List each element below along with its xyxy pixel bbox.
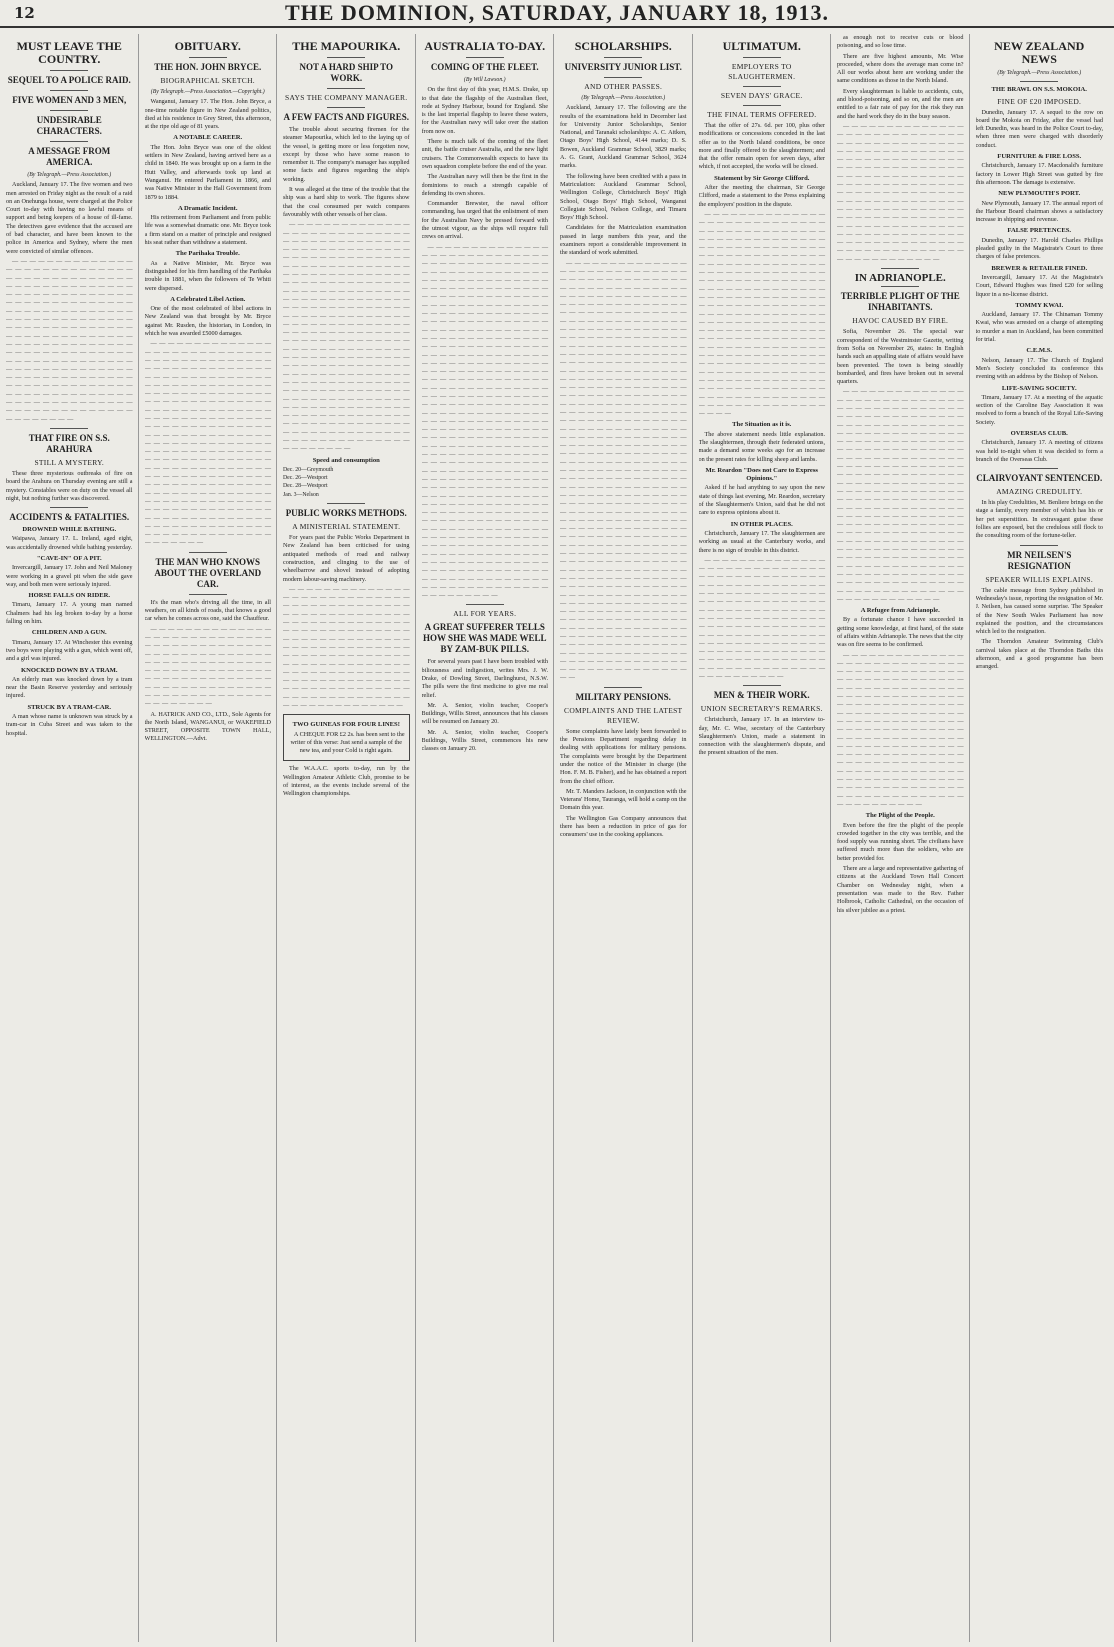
article-paragraph: There are a large and representative gathering of citizens at the Auckland Town Hall Concert Chamber on Wednesday night, when a presentation was made to the Rev. Father Holbrook, Catholic Cathedral, on the occasion of his silver jubilee as a priest. — [837, 865, 964, 914]
article-paragraph: — — — — — — — — — — — — — — — — — — — — — — — — — — — — — — — — — — — — — — — — — — — — — — — — — — — — — — — — — — — — — — — — — — — — — — — — — — — — — — — — — — — — — — — — — — — — — — — — — — — — — — — — — — — — — — — — — — — — — — — — — — — — — — — — — — — — — — — — — — — — — — — — — — — — — — — — — — — — — — — — — — — — — — — — — — — — — — — — — — — — — — — — — — — — — — — — — — — — — — — — — — — — — — — — — — — — — — — — — — — — — — — — — — — — — — — — — — — — — — — — — — — — — — — — — — — — — — — — — — — — — — — — — — — — — — — — — — — — — — — — — — — — — — — — — — — — — — — — — — — — — — — — — — — — — — — — — — — — — — — — — — — — — — — — — — — — — — — — — — — — — — — — — — — — — — — — — — — — — — — — — — — — — — — — — — — — — — — — — — — — — — — — — — — — — — — — — — — — — — — — — — — — — — — — — — — — — — — — — — — — — — — — — — — — — — — — — — — — — — — — — — — — — — — — — — — — — — — — — — — — — — — — — — — — — — — — — — — — — — — — — — — — — — — — — — — — — — — — — — — — — — — — — — — — — — — — — — — — — — — — — — — — — — — — — — — — — — — — — — — — — — — — — — — — — — — — — — — — — — — — — — — — — — — — — — — — — — — — — — — — — — — — — — — — — — — — — — — — — — — — — — — — — — — — — — — — — — — — — — — — — — — — — — — — — — — — — — — — — — — — — — — — — — — — — — — — — — — — — — — — — — — — — — — — — — — — — — — — — — — — — — — — — — — — — — — — — — — — — — — — — — — [560, 259, 687, 682]
byline: (By Telegraph.—Press Association.—Copyright.) — [150, 89, 265, 95]
article-paragraph: As a Native Minister, Mr. Bryce was distinguished for his firm handling of the Parihaka trouble in 1881, when the followers of Te Whiti were dispersed. — [144, 259, 271, 292]
article-paragraph: Waipawa, January 17. L. Ireland, aged eight, was accidentally drowned while bathing yesterday. — [6, 535, 133, 551]
section-heading: CHILDREN AND A GUN. — [31, 629, 107, 637]
article-paragraph: An elderly man was knocked down by a tram near the Basin Reserve yesterday and seriously injured. — [6, 675, 133, 700]
divider — [604, 77, 642, 78]
ad-heading: TWO GUINEAS FOR FOUR LINES! — [292, 721, 400, 729]
column-4 — [422, 34, 555, 1642]
section-heading: HORSE FALLS ON RIDER. — [28, 592, 111, 600]
divider — [327, 88, 365, 89]
headline: CLAIRVOYANT SENTENCED. — [976, 473, 1103, 484]
article-paragraph: — — — — — — — — — — — — — — — — — — — — — — — — — — — — — — — — — — — — — — — — — — — — — — — — — — — — — — — — — — — — — — — — — — — — — — — — — — — — — — — — — — — — — — — — — — — — — — — — — — — — — — — — — — — — — — — — — — — — — — — — — — — — — — — — — — — — — — — [144, 625, 271, 708]
subheadline: FIVE WOMEN AND 3 MEN, — [12, 95, 127, 105]
article-paragraph: Timaru, January 17. At Winchester this evening two boys were playing with a gun, which went off, and a girl was injured. — [6, 638, 133, 663]
divider — [466, 604, 504, 605]
article-paragraph: On the first day of this year, H.M.S. Drake, up to that date the flagship of the Australian fleet, rode at Sydney Harbour, bound for England. She is the last imperial flagship to leave these waters, for the Australian navy will take over the station from now on. — [421, 86, 548, 135]
article-paragraph: Candidates for the Matriculation examination passed in large numbers this year, and the examiners report a considerable improvement in the standard of work submitted. — [560, 224, 687, 257]
divider — [881, 268, 919, 269]
subheadline: UNION SECRETARY'S REMARKS. — [700, 704, 823, 714]
subheadline: SEVEN DAYS' GRACE. — [720, 91, 803, 100]
subheadline: UNIVERSITY JUNIOR LIST. — [564, 62, 682, 72]
section-heading: THE BRAWL ON S.S. MOKOIA. — [991, 86, 1087, 94]
article-paragraph: Invercargill, January 17. John and Neil Maloney were working in a gravel pit when the side gave way, and both men were seriously injured. — [6, 564, 133, 588]
divider — [743, 57, 781, 58]
byline: (By Telegraph.—Press Association.) — [997, 70, 1082, 76]
table-row — [283, 474, 410, 482]
section-heading: A Refugee from Adrianople. — [860, 607, 940, 615]
divider — [189, 594, 227, 595]
section-heading: The Situation as it is. — [732, 421, 792, 429]
article-paragraph: — — — — — — — — — — — — — — — — — — — — — — — — — — — — — — — — — — — — — — — — — — — — — — — — — — — — — — — — — — — — — — — — — — — — — — — — — — — — — — — — — — — — — — — — — — — — — — — — — — — — — — — — — — — — — — — — — — — — — — — — — — — — — — — — — — — — — — — — — — — — — — — — — — — — — — — — — — — — — — — — — — — — — — — — — — — — — — — — — — — — — — — — — — — — — — — — — — — — — — — — — — — — — — — [698, 556, 825, 680]
article-paragraph: The Australian navy will then be the first in the dominions to reach a strength capable of defending its own shores. — [421, 173, 548, 197]
byline: (By Will Lawson.) — [463, 77, 506, 83]
article-paragraph: Mr. T. Manders Jackson, in conjunction with the Veterans' Home, Tauranga, will hold a camp on the Domain this year. — [560, 787, 687, 812]
subheadline: A MINISTERIAL STATEMENT. — [292, 522, 401, 532]
divider — [189, 552, 227, 553]
divider — [50, 110, 88, 111]
divider — [50, 507, 88, 508]
section-heading: BREWER & RETAILER FINED. — [991, 264, 1088, 272]
section-heading: STRUCK BY A TRAM-CAR. — [27, 703, 112, 711]
section-heading: Statement by Sir George Clifford. — [714, 174, 810, 182]
article-paragraph: There are five highest amounts, Mr. Wise proceeded, where does the average man come in? All our works about here are working under the same conditions as those in the North Island. — [837, 52, 964, 85]
divider — [50, 428, 88, 429]
subheadline: BIOGRAPHICAL SKETCH. — [160, 76, 255, 85]
column-7 — [837, 34, 970, 1642]
headline: THE MAN WHO KNOWS ABOUT THE OVERLAND CAR. — [154, 556, 262, 589]
article-paragraph: New Plymouth, January 17. The annual report of the Harbour Board chairman shows a satisfactory increase in shipping and revenue. — [975, 199, 1103, 224]
table-row — [283, 482, 410, 490]
divider — [1020, 81, 1058, 82]
article-paragraph: The following have been credited with a pass in Matriculation: Auckland Grammar School, Wellington College, Christchurch Boys' High School, Otago Boys' High School, Wanganui Collegiate School, Nelson College, and Timaru Boys' High School. — [560, 172, 687, 222]
divider — [189, 57, 227, 58]
headline: MILITARY PENSIONS. — [575, 691, 671, 702]
article-paragraph: Dunedin, January 17. A sequel to the row on board the Mokoia on Friday, after the vessel had left Dunedin, was heard in the Police Court to-day, when three men were charged with disorderly conduct. — [975, 108, 1103, 149]
column-1 — [6, 34, 139, 1642]
headline: SCHOLARSHIPS. — [574, 39, 672, 53]
column-2 — [145, 34, 278, 1642]
article-paragraph: The Hon. John Bryce was one of the oldest settlers in New Zealand, having arrived here as a child in 1840. He was brought up on a farm in the Hutt Valley, and afterwards took up land at Wanganui. He entered Parliament in 1866, and was Native Minister in the Hall Government from 1879 to 1884. — [144, 143, 271, 201]
column-6 — [699, 34, 832, 1642]
article-paragraph: The Wellington Gas Company announces that there has been a reduction in price of gas for consumers' use in the cooking appliances. — [560, 814, 687, 839]
section-heading: "CAVE-IN" OF A PIT. — [36, 554, 102, 562]
divider — [327, 57, 365, 58]
byline: (By Telegraph.—Press Association.) — [581, 95, 666, 101]
divider — [881, 286, 919, 287]
article-paragraph: — — — — — — — — — — — — — — — — — — — — — — — — — — — — — — — — — — — — — — — — — — — — — — — — — — — — — — — — — — — — — — — — — — — — — — — — — — — — — — — — — — — — — — — — — — — — — — — — — — — — — — — — — — — — — — — — — — — — — — — — — — — — — — — — — — — — — — — — — — — — — — — — — — — — — — — — — — — — — — — — — — — — — — — — — — — — — — — — — — — — — — — — — — — — — — — — — — — — — — — — — — — — — — — — — — — — — — — — — — — — — — — — — — — — — — — — — — — — — — — — — — — — — — — — — — — — — — — — — — — — — — — — — — — — — — — — — — — — — — — — — — — — — — — — — — — — — — — — — — — — — — — — — — — — — — — — — — — — — — — — — — — — — — — — — — — — — — — — — — — — — — — — [144, 340, 271, 547]
article-paragraph: — — — — — — — — — — — — — — — — — — — — — — — — — — — — — — — — — — — — — — — — — — — — — — — — — — — — — — — — — — — — — — — — — — — — — — — — — — — — — — — — — — — — — — — — — — — — — — — — — — — — — — — — — — — — — — — — — — — — — — — — — — — — — — — — — — — — — — — — — — — — — — — — — — — — — — — — — — — — — — — — — — — — — — — — — — — — — — — — — — — — — — — — — — — — — — — — — — — — — — — — — — — — — — — — — — — — — — — — — — — — — — — — — — — — — — — — — — — — — — — — — — — — — — — — — — — — — — — — — — — — — — — — — — — — — — — — — — — — — — — — — — — — — — — — — — — — — — — — — — — — — — — — — — — — — — — — — — — — — — — — — — — — — — — — — — — — — — — — — — — — — — — — — — — — — — — — — — — — — — — — — — — — — — — — — — — — — — — — — — — — — — — — — — — [283, 221, 410, 453]
subheadline: THE HON. JOHN BRYCE. — [154, 62, 262, 72]
article-paragraph: Nelson, January 17. The Church of England Men's Society concluded its conference this evening with an address by the Bishop of Nelson. — [975, 356, 1103, 381]
section-heading: A NOTABLE CAREER. — [173, 134, 243, 142]
article-paragraph: In his play Credulities, M. Benliere brings on the stage a family, every member of which has his or her pet superstition. In extravagant guise these follies are exposed, but the credulous still flock to the consulting room of the fortune-teller. — [975, 499, 1103, 540]
article-paragraph: Auckland, January 17. The following are the results of the examinations held in December last for University Junior Scholarships, Senior National, and Taranaki scholarships: A. C. Aitken, Otago Boys' High School, 4144 marks; D. S. Bowen, Auckland Grammar School, 3829 marks; A. G. Grant, Auckland Grammar School, 3624 marks. — [560, 104, 687, 170]
section-heading: FURNITURE & FIRE LOSS. — [997, 153, 1082, 161]
article-paragraph: The above statement needs little explanation. The slaughtermen, through their federated unions, made a demand some weeks ago for an increase on the present rates for killing sheep and lambs. — [698, 430, 825, 463]
article-paragraph: Sofia, November 26. The special war correspondent of the Westminster Gazette, writing from Sofia on November 26, states: In English hands such an appalling state of affairs would have been prevented. The town is being steadily bombarded, and fires have broken out in several quarters. — [837, 328, 964, 386]
headline: A GREAT SUFFERER TELLS HOW SHE WAS MADE WELL BY ZAM-BUK PILLS. — [422, 622, 547, 655]
newspaper-columns — [6, 34, 1108, 1642]
section-heading: FALSE PRETENCES. — [1007, 227, 1072, 235]
article-paragraph: The cable message from Sydney published in Wednesday's issue, reporting the resignation of Mr. J. Neilsen, has caused some surprise. The Speaker of the New South Wales Parliament has now explained the position, and the circumstances which led to the resignation. — [975, 586, 1103, 636]
subheadline: UNDESIRABLE CHARACTERS. — [36, 115, 102, 136]
article-paragraph: For several years past I have been troubled with biliousness and indigestion, writes Mrs. J. W. Drake, of Dowling Street, Darlinghurst, N.S.W. The pills were the first medicine to give me real relief. — [421, 658, 548, 699]
article-paragraph: Some complaints have lately been forwarded to the Pensions Department regarding delay in dealing with applications for military pensions. The complaints were brought by the Department under the notice of the Minister in charge (the Hon. F. M. B. Fisher), and he has obtained a report from the chief officer. — [560, 727, 687, 785]
section-heading: Mr. Reardon "Does not Care to Express Opinions." — [705, 466, 818, 483]
table-row — [283, 491, 410, 499]
article-paragraph: Christchurch, January 17. A meeting of citizens was held to-night when it was decided to form a branch of the Overseas Club. — [975, 439, 1103, 463]
divider — [604, 687, 642, 688]
section-heading: KNOCKED DOWN BY A TRAM. — [20, 666, 118, 674]
article-paragraph: The Thorndon Amateur Swimming Club's carnival takes place at the Thorndon Baths this afternoon, and a good programme has been arranged. — [975, 638, 1103, 671]
newspaper-title: THE DOMINION, SATURDAY, JANUARY 18, 1913. — [284, 0, 830, 25]
article-paragraph: Asked if he had anything to say upon the new state of things last evening, Mr. Reardon, secretary of the Slaughtermen's Union, said that he did not care to express opinions about it. — [698, 484, 825, 517]
divider — [743, 105, 781, 106]
article-paragraph: By a fortunate chance I have succeeded in getting some knowledge, at first hand, of the state of affairs within Adrianople. The news that the city was on fire seems to be confirmed. — [837, 616, 964, 649]
masthead — [0, 0, 1114, 28]
article-paragraph: Commander Brewster, the naval officer commanding, has urged that the enlistment of men for the Australian Navy be pressed forward with the utmost vigour, as the ships will require full crews on arrival. — [421, 200, 548, 241]
article-paragraph: as enough not to receive cuts or blood poisoning, and so lose time. — [837, 34, 964, 50]
subheadline: COMPLAINTS AND THE LATEST REVIEW. — [564, 705, 683, 725]
divider — [50, 141, 88, 142]
column-3 — [283, 34, 416, 1642]
subheadline: TERRIBLE PLIGHT OF THE INHABITANTS. — [840, 291, 960, 313]
subheadline: FINE OF £20 IMPOSED. — [997, 96, 1082, 106]
article-paragraph: — — — — — — — — — — — — — — — — — — — — — — — — — — — — — — — — — — — — — — — — — — — — — — — — — — — — — — — — — — — — — — — — — — — — — — — — — — — — — — — — — — — — — — — — — — — — — — — — — — — — — — — — — — — — — — — — — — — — — — — — — — — — — — — — — — — — — — — — — — — — — — — — — — — — — — — — — — — — — — — — — — — — — — — — — — — — — — — — — — — — — — — — — — — — — — — — — — — — — — — — — — — — — — — — — — — — — — — — — — — — — — — — — — — — — — — — — — — — — — — — — — — — — — — — — — — — — — — — — — — — — — — — — — — — — — — — — — — — — — — — — — — — — — — — — — — — — — — — — — — — — — — — — — — — — — — — — — — — — — — — — — — — — — — — — — — — — — — — — — — — — — — — — — — — — — — — — — — — — — — — — — — [837, 388, 964, 603]
article-paragraph: That the offer of 27s. 6d. per 100, plus other modifications or concessions conceded in the last offer as to the North Island conditions, be once more and finally offered to the slaughtermen; and that the offer remain open for seven days, after which, if not accepted, the works will be closed. — [698, 122, 825, 171]
article-paragraph: Timaru, January 17. A young man named Chalmers had his leg broken to-day by a horse falling on him. — [6, 601, 133, 626]
section-heading: TOMMY KWAI. — [1015, 301, 1064, 309]
article-paragraph: It was alleged at the time of the trouble that the ship was a hard ship to work. The figures show that the coal consumed per watch compares favourably with other vessels of her class. — [283, 186, 410, 218]
article-paragraph: — — — — — — — — — — — — — — — — — — — — — — — — — — — — — — — — — — — — — — — — — — — — — — — — — — — — — — — — — — — — — — — — — — — — — — — — — — — — — — — — — — — — — — — — — — — — — — — — — — — — — — — — — — — — — — — — — — — — — — — — — — — — — — — — — — — — — — — — — — — — — — — — — — — — — — — — — — — — — — — — — — — — — — — — — — — — — — — — — — — — — — — — — — — — — — — — — — — — — — — — — — — — — — — — — — — — — — — — — — — — — — — — — — — — — — — — — — — — — — — — — — — — — — — — — — — — — — — — — — — — — — — — — — — — — — — — — — — — — — — — — — — — — — — — — — — — — — — — — — — — — — — — — — — — — — — — — — — — — — — — — — — — — — — — — — — — — — — — — — — — — — — — — — — — — — — — — — — — — — — — — — — — — — — — — — — — — — — — — — — — — — — — — — — — — — — — — — — — — — — — — — — — — — — — — — — — — — — — — — — — — — — — — — — — — — — — — — — — — — — — — — — — — — — — — — — — — — — — — — — — — — — — — — — — — — — — — — — — — — — — — — — — — — — — — — — — — — — — — — — — — — — — — — — — — — — — — — — — — — — — — — — — — — — — — — — — — — — — — — — — — — — — — — — — — — — — — — — — — — — — — — — — — — — — — — — — — — — — — — — — — — — — — — — — — — — — — — — — — — [421, 243, 548, 600]
divider — [604, 57, 642, 58]
column-8 — [976, 34, 1109, 1642]
article-paragraph: Auckland, January 17. The five women and two men arrested on Friday night as the result of a raid on an Onehunga house, were charged at the Police Court to-day with having no lawful means of support and being keepers of a house of ill-fame. The detectives gave evidence that the accused are of bad character, and have been known to the police in America and Sydney, where the men were convicted of similar offences. — [6, 181, 133, 255]
section-heading: The Parihaka Trouble. — [175, 250, 240, 258]
divider — [1020, 468, 1058, 469]
headline: ACCIDENTS & FATALITIES. — [9, 512, 130, 523]
byline: (By Telegraph.—Press Association.) — [27, 172, 112, 178]
subheadline: EMPLOYERS TO SLAUGHTERMEN. — [728, 62, 796, 81]
article-paragraph: After the meeting the chairman, Sir George Clifford, made a statement to the Press explaining the employers' position in the dispute. — [698, 184, 825, 208]
subheadline: NOT A HARD SHIP TO WORK. — [299, 62, 394, 83]
headline: OBITUARY. — [174, 39, 241, 53]
headline: PUBLIC WORKS METHODS. — [285, 508, 407, 519]
divider — [327, 107, 365, 108]
divider — [743, 86, 781, 87]
article-paragraph: — — — — — — — — — — — — — — — — — — — — — — — — — — — — — — — — — — — — — — — — — — — — — — — — — — — — — — — — — — — — — — — — — — — — — — — — — — — — — — — — — — — — — — — — — — — — — — — — — — — — — — — — — — — — — — — — — — — — — — — — — — — — — — — — — — — — — — — — — — — — — — — — — — — — — — — — — — — — — — — — — — — — — — — — — — — — — — — — — — — — — — — — — — — — — — — — — — — — — — — — — — — — — — — — — — — [283, 585, 410, 709]
subheadline: SEQUEL TO A POLICE RAID. — [7, 75, 131, 85]
headline: ULTIMATUM. — [722, 39, 801, 53]
article-paragraph: Mr. A. Senior, violin teacher, Cooper's Buildings, Willis Street, announces that his classes will be resumed on January 20. — [421, 701, 548, 726]
article-paragraph: — — — — — — — — — — — — — — — — — — — — — — — — — — — — — — — — — — — — — — — — — — — — — — — — — — — — — — — — — — — — — — — — — — — — — — — — — — — — — — — — — — — — — — — — — — — — — — — — — — — — — — — — — — — — — — — — — — — — — — — — — — — — — — — — — — — — — — — — — — — — — — — — — — — — — — — — — — — — — — — — — — — — — — — — — — — — — — — — — — — — — — — — — — — — — — — — — — — — — — — — — — — — — — — — — — — — — — — — — — — — — — — — — — — — — — — — — — — — — — — — — — — — — — — — — — — — — — — — — — — — — — — — — — — — — — — — — — — [6, 257, 133, 423]
article-paragraph: Invercargill, January 17. At the Magistrate's Court, Edward Hughes was fined £20 for selling liquor in a no-license district. — [975, 273, 1103, 298]
subheadline: STILL A MYSTERY. — [34, 457, 105, 467]
article-paragraph: There is much talk of the coming of the fleet unit, the battle cruiser Australia, and the new light cruisers. The Commonwealth expects to have its own squadron complete before the end of the year. — [421, 138, 548, 170]
section-heading: The Plight of the People. — [865, 812, 935, 820]
article-paragraph: The trouble about securing firemen for the steamer Mapourika, which led to the laying up of the vessel, is getting more or less forgotten now, except by those who have some reason to remember it. The company's manager has supplied some facts and figures regarding the ship's working. — [283, 126, 410, 183]
section-heading: C.E.M.S. — [1026, 347, 1053, 355]
ad-text: A CHEQUE FOR £2 2s. has been sent to the writer of this verse: Just send a sample of the new tea, and your Cold is right again. — [290, 730, 405, 755]
section-heading: A Celebrated Libel Action. — [170, 295, 246, 303]
section-heading: NEW PLYMOUTH'S PORT. — [998, 190, 1081, 198]
headline: MEN & THEIR WORK. — [713, 690, 810, 701]
table-cell: Dec. 28—Westport — [283, 483, 328, 490]
divider — [327, 503, 365, 504]
article-paragraph: It's the man who's driving all the time, in all weathers, on all kinds of roads, that knows a good car when he comes across one, said the Chauffeur. — [144, 598, 271, 623]
article-paragraph: — — — — — — — — — — — — — — — — — — — — — — — — — — — — — — — — — — — — — — — — — — — — — — — — — — — — — — — — — — — — — — — — — — — — — — — — — — — — — — — — — — — — — — — — — — — — — — — — — — — — — — — — — — — — — — — — — — — — — — — — — — — — — — — — — — — — — — — — — — — — — — — — — — — — — — — — — — — — — — — — — — — — — — — — — — — — — — — — — — — — — — — — — — — — — — — — — — — — — — — — — — — — — — — — — — — — — — — — — — — — — — — — — — — — — — — — — — — — — [837, 122, 964, 263]
divider — [466, 57, 504, 58]
article-paragraph: One of the most celebrated of libel actions in New Zealand was that brought by Mr. Bryce against Mr. Rusden, the historian, in London, in which he was awarded £5000 damages. — [144, 305, 271, 338]
article-paragraph: Christchurch, January 17. The slaughtermen are working as usual at the Canterbury works, and there is no sign of trouble in this district. — [698, 529, 825, 554]
table-title: Speed and consumption — [312, 456, 380, 464]
table-row — [283, 466, 410, 474]
subheadline: ALL FOR YEARS. — [453, 609, 517, 619]
subheadline: SAYS THE COMPANY MANAGER. — [285, 93, 408, 102]
page-number: 12 — [14, 4, 35, 22]
column-5 — [560, 34, 693, 1642]
subheadline: AMAZING CREDULITY. — [996, 487, 1083, 497]
article-paragraph: The W.A.A.C. sports to-day, run by the Wellington Amateur Athletic Club, promise to be of interest, as the events include several of the Wellington championships. — [283, 765, 410, 798]
subheadline: A FEW FACTS AND FIGURES. — [283, 112, 409, 122]
divider — [1020, 545, 1058, 546]
article-paragraph: Every slaughterman is liable to accidents, cuts, and blood-poisoning, and so on, and the men are entitled to a fair rate of pay for the risk they run and the hard work they do in the busy season. — [837, 87, 964, 120]
subheadline: SPEAKER WILLIS EXPLAINS. — [985, 574, 1094, 584]
article-paragraph: — — — — — — — — — — — — — — — — — — — — — — — — — — — — — — — — — — — — — — — — — — — — — — — — — — — — — — — — — — — — — — — — — — — — — — — — — — — — — — — — — — — — — — — — — — — — — — — — — — — — — — — — — — — — — — — — — — — — — — — — — — — — — — — — — — — — — — — — — — — — — — — — — — — — — — — — — — — — — — — — — — — — — — — — — — — — — — — — — — — — — — — — — — — — — — — — — — — — — — — — — — — — — — — — — — — — — — — — — — — — — — — — — — — — — — — — — — — — — — — — — — — — — — — — — — — — — — — — — — — — — — — [837, 651, 964, 808]
headline: THE MAPOURIKA. — [292, 39, 401, 53]
section-heading: IN OTHER PLACES. — [730, 520, 793, 528]
headline: MR NEILSEN'S RESIGNATION — [1007, 549, 1072, 571]
headline: AUSTRALIA TO-DAY. — [424, 39, 546, 53]
article-paragraph: His retirement from Parliament and from public life was a somewhat dramatic one. Mr. Bryce took a firm stand on a matter of principle and resigned his seat rather than withdraw a statement. — [144, 214, 271, 247]
article-paragraph: For years past the Public Works Department in New Zealand has been criticised for using antiquated methods of road and railway construction, and clinging to the use of wheelbarrow and shovel instead of adopting modern labour-saving machinery. — [283, 534, 410, 583]
section-heading: A Dramatic Incident. — [177, 204, 238, 212]
article-paragraph: A man whose name is unknown was struck by a tram-car in Cuba Street and was taken to the hospital. — [6, 713, 133, 737]
divider — [50, 90, 88, 91]
section-heading: DROWNED WHILE BATHING. — [22, 526, 117, 534]
divider — [50, 70, 88, 71]
divider — [743, 685, 781, 686]
subheadline: THE FINAL TERMS OFFERED. — [707, 110, 817, 119]
article-paragraph: Auckland, January 17. The Chinaman Tommy Kwai, who was arrested on a charge of attempting to murder a man in Auckland, has been committed for trial. — [975, 311, 1103, 344]
table-cell: Jan. 3—Nelson — [283, 491, 319, 498]
subheadline: HAVOC CAUSED BY FIRE. — [852, 316, 949, 326]
headline: MUST LEAVE THE COUNTRY. — [16, 39, 122, 66]
article-paragraph: These three mysterious outbreaks of fire on board the Arahura on Thursday evening are still a mystery. Constables were on duty on the vessel all night, but nothing further was discovered. — [6, 469, 133, 502]
article-paragraph: Timaru, January 17. At a meeting of the aquatic section of the Caroline Bay Association it was resolved to form a branch of the Royal Life-Saving Society. — [975, 393, 1103, 426]
section-heading: LIFE-SAVING SOCIETY. — [1001, 384, 1077, 392]
subheadline: COMING OF THE FLEET. — [430, 62, 539, 72]
table-cell: Dec. 20—Greymouth — [283, 466, 334, 473]
table-cell: Dec. 26—Westport — [283, 475, 328, 482]
article-paragraph: Wanganui, January 17. The Hon. John Bryce, a one-time notable figure in New Zealand politics, died at his residence in Grey Street, this afternoon, at the ripe old age of 81 years. — [144, 98, 271, 131]
subheadline: A MESSAGE FROM AMERICA. — [28, 146, 111, 167]
advertisement: A. HATRICK AND CO., LTD., Sole Agents for the North Island, WANGANUI, or WAKEFIELD STREET, OPPOSITE TOWN HALL, WELLINGTON.—Advt. — [144, 710, 271, 743]
headline: IN ADRIANOPLE. — [854, 272, 946, 285]
headline: NEW ZEALAND NEWS — [994, 39, 1085, 66]
section-heading: OVERSEAS CLUB. — [1010, 429, 1068, 437]
advertisement-box — [283, 714, 410, 761]
article-paragraph: Christchurch, January 17. In an interview to-day, Mr. C. Wise, secretary of the Canterbury Slaughtermen's Union, made a statement in connection with the slaughtermen's dispute, and the present situation of the men. — [698, 716, 825, 757]
article-paragraph: — — — — — — — — — — — — — — — — — — — — — — — — — — — — — — — — — — — — — — — — — — — — — — — — — — — — — — — — — — — — — — — — — — — — — — — — — — — — — — — — — — — — — — — — — — — — — — — — — — — — — — — — — — — — — — — — — — — — — — — — — — — — — — — — — — — — — — — — — — — — — — — — — — — — — — — — — — — — — — — — — — — — — — — — — — — — — — — — — — — — — — — — — — — — — — — — — — — — — — — — — — — — — — — — — — — — — — — — — — — — — — — — — — — — — — — — — — — — — — — — — — — — — — — — — — — — — — — — — — — — — — — — — — — — — — — — — — — — — — — — — — — — — — — — — — — — — — — — — — — — — — — — — — — — — — — — — — — — — — — — — — — — — — — — — — — — — — — — — — — — — [698, 210, 825, 418]
headline: THAT FIRE ON S.S. ARAHURA — [28, 432, 110, 454]
article-paragraph: Mr. A. Senior, violin teacher, Cooper's Buildings, Willis Street, commences his new classes on January 20. — [421, 728, 548, 753]
subheadline: AND OTHER PASSES. — [584, 82, 663, 91]
article-paragraph: Dunedin, January 17. Harold Charles Phillips pleaded guilty in the Magistrate's Court to three charges of false pretences. — [975, 236, 1103, 261]
article-paragraph: Christchurch, January 17. Macdonald's furniture factory in Lower High Street was gutted by fire this afternoon. The damage is extensive. — [975, 162, 1103, 186]
article-paragraph: Even before the fire the plight of the people crowded together in the city was terrible, and the food supply was running short. The civilians have suffered much more than the soldiers, who are better provided for. — [837, 821, 964, 862]
